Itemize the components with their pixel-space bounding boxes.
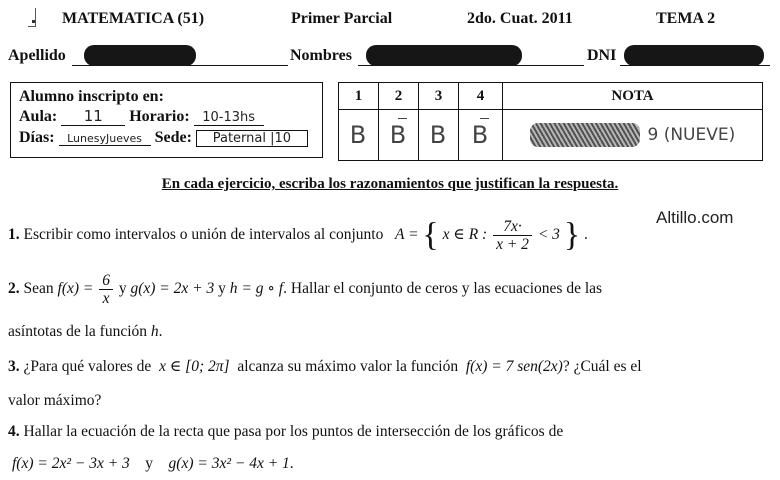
q1-number: 1. — [8, 226, 20, 244]
q4-g: g(x) = 3x² − 4x + 1 — [168, 455, 290, 472]
q1-set-cond: x ∈ R : — [442, 226, 488, 244]
grade-value-2: B — [389, 121, 408, 149]
apellido-label: Apellido — [8, 47, 66, 64]
question-3 — [8, 357, 642, 376]
grade-header-nota: NOTA — [503, 83, 763, 110]
question-4-line2 — [12, 455, 294, 473]
grade-header-1: 1 — [339, 83, 379, 110]
grade-cell-4 — [459, 110, 503, 161]
q2-number: 2. — [8, 280, 20, 298]
course-title: MATEMATICA (51) — [62, 10, 205, 27]
q2-text2: . Hallar el conjunto de ceros y las ecuaciones de las — [283, 280, 603, 298]
signature-scribble — [530, 123, 640, 147]
q1-tail: . — [583, 226, 588, 244]
nota-value: 9 (NUEVE) — [647, 125, 736, 145]
q1-frac-den: x + 2 — [496, 236, 529, 253]
instruction: En cada ejercicio, escriba los razonamientos que justifican la respuesta. — [161, 176, 619, 192]
q2-y1: y — [118, 280, 127, 298]
q3-text1: ¿Para qué valores de — [23, 358, 152, 375]
q1-brace-close: } — [563, 216, 581, 254]
dias-value: LunesyJueves — [59, 132, 151, 146]
q3-func: f(x) = 7 sen(2x) — [465, 358, 563, 375]
q2-line2-end: . — [158, 323, 163, 340]
q1-text: Escribir como intervalos o unión de intervalos al conjunto — [23, 226, 384, 244]
grade-cell-1 — [339, 110, 379, 161]
dias-row — [19, 129, 308, 147]
q4-tail: . — [289, 455, 294, 472]
sede-value: Paternal |10 — [196, 130, 308, 147]
enrollment-box — [10, 82, 323, 158]
corner-dot — [32, 20, 35, 23]
q2-line2: asíntotas de la función — [8, 323, 148, 340]
nombres-label: Nombres — [290, 47, 352, 64]
q1-rhs: < 3 — [537, 226, 560, 244]
question-1 — [8, 218, 588, 253]
q2-y2: y — [218, 280, 226, 298]
q2-frac-num: 6 — [99, 272, 113, 290]
dni-redaction — [624, 45, 764, 66]
grade-header-3: 3 — [419, 83, 459, 110]
q1-frac-num: 7x· — [493, 218, 532, 236]
q4-f: f(x) = 2x² − 3x + 3 — [12, 455, 130, 472]
corner-mark — [28, 8, 36, 27]
q3-number: 3. — [8, 358, 20, 375]
watermark: Altillo.com — [656, 208, 734, 227]
grade-header-2: 2 — [379, 83, 419, 110]
q4-text: Hallar la ecuación de la recta que pasa por los puntos de intersección de los gráficos de — [23, 423, 564, 440]
q1-set-lhs: A = — [395, 226, 419, 244]
grade-cell-2 — [379, 110, 419, 161]
q2-fx: f(x) = — [57, 280, 94, 298]
q1-brace-open: { — [422, 216, 439, 254]
q2-frac-den: x — [102, 290, 110, 307]
nombres-redaction — [366, 45, 522, 66]
term: 2do. Cuat. 2011 — [467, 10, 573, 27]
question-2-line2 — [8, 323, 163, 341]
question-2 — [8, 272, 602, 307]
aula-row — [19, 107, 264, 126]
question-4 — [8, 423, 563, 441]
horario-label: Horario: — [129, 108, 190, 125]
horario-value: 10-13hs — [194, 110, 264, 126]
exam-name: Primer Parcial — [291, 10, 393, 27]
dni-label: DNI — [587, 47, 617, 64]
grade-header-4: 4 — [459, 83, 503, 110]
q2-text1: Sean — [23, 280, 54, 298]
q2-gx: g(x) = 2x + 3 — [130, 280, 215, 298]
apellido-redaction — [84, 45, 196, 66]
sede-label: Sede: — [154, 129, 192, 146]
aula-label: Aula: — [19, 108, 58, 125]
nota-cell — [503, 110, 763, 161]
grade-cell-3 — [419, 110, 459, 161]
grade-value-4: B — [471, 121, 490, 149]
grade-value-3: B — [429, 121, 448, 149]
grades-table — [338, 82, 763, 161]
q4-number: 4. — [8, 423, 20, 440]
enrollment-title: Alumno inscripto en: — [19, 88, 164, 105]
question-3-line2: valor máximo? — [8, 392, 102, 409]
tema: TEMA 2 — [656, 10, 716, 27]
q2-hx: h = g ∘ f — [229, 280, 284, 298]
q2-fraction — [99, 272, 113, 307]
q3-text3: ? ¿Cuál es el — [562, 358, 642, 375]
q3-interval: x ∈ [0; 2π] — [159, 358, 230, 375]
q1-fraction — [493, 218, 532, 253]
aula-value: 11 — [61, 107, 125, 126]
q4-y: y — [145, 455, 154, 472]
grade-value-1: B — [349, 121, 368, 149]
q3-text2: alcanza su máximo valor la función — [237, 358, 459, 375]
dias-label: Días: — [19, 129, 55, 146]
q2-line2-h: h — [150, 323, 159, 340]
